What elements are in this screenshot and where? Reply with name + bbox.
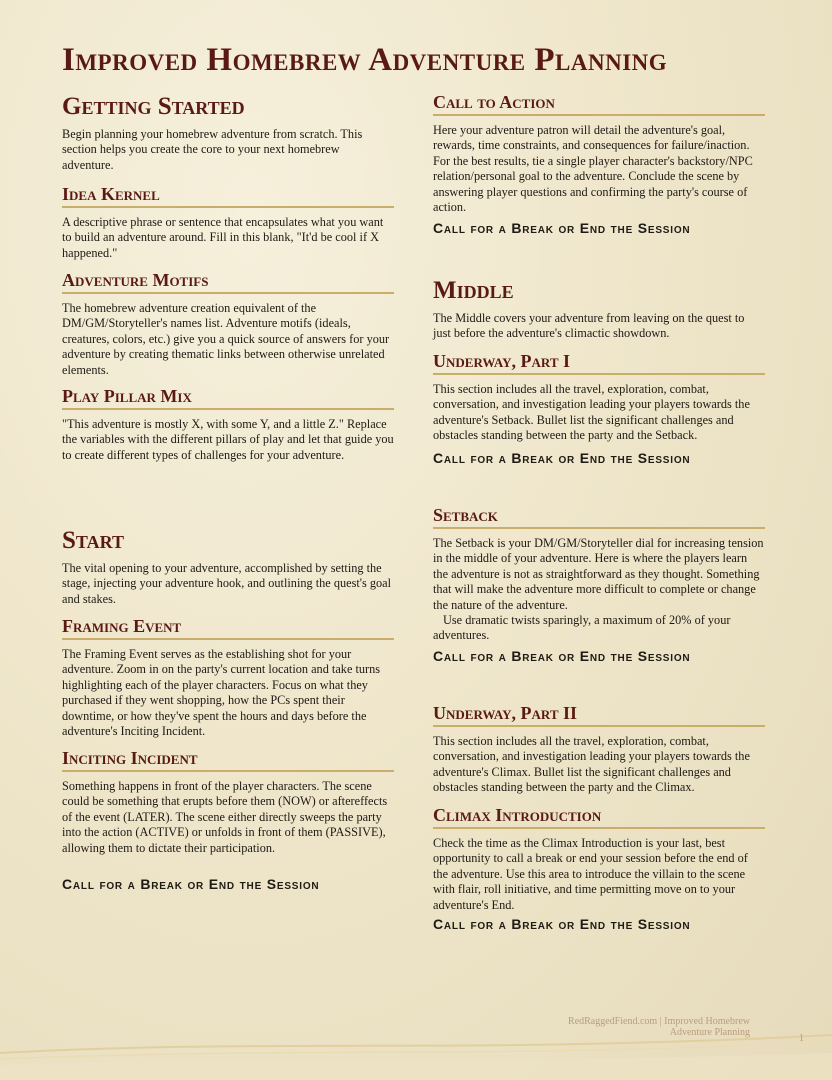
section-idea-kernel bbox=[62, 184, 394, 261]
call-for-break-3: Call for a Break or End the Session bbox=[433, 450, 691, 466]
footer-line-2: Adventure Planning bbox=[669, 1027, 750, 1038]
body-idea-kernel: A descriptive phrase or sentence that encapsulates what you want to build an adventure around. Fill in this blank, "It'd be cool if X happened." bbox=[62, 215, 384, 260]
body-getting-started: Begin planning your homebrew adventure from scratch. This section helps you create the core to your next homebrew adventure. bbox=[62, 127, 363, 172]
document-title: Improved Homebrew Adventure Planning bbox=[62, 42, 668, 78]
heading-adventure-motifs: Adventure Motifs bbox=[62, 270, 394, 294]
heading-idea-kernel: Idea Kernel bbox=[62, 184, 394, 208]
body-middle: The Middle covers your adventure from leaving on the quest to just before the adventure's climactic showdown. bbox=[433, 311, 745, 341]
body-underway-1: This section includes all the travel, exploration, combat, conversation, and investigation leading your players towards the adventure's Setback. Bullet list the significant challenges and obstacles standing between the party and the Setback. bbox=[433, 382, 750, 443]
section-underway-1 bbox=[433, 351, 765, 444]
call-for-break-5: Call for a Break or End the Session bbox=[433, 916, 691, 932]
call-for-break-4: Call for a Break or End the Session bbox=[433, 648, 691, 664]
section-getting-started bbox=[62, 92, 394, 173]
section-inciting-incident bbox=[62, 748, 394, 856]
section-middle bbox=[433, 276, 765, 342]
body-adventure-motifs: The homebrew adventure creation equivalent of the DM/GM/Storyteller's names list. Adventure motifs (ideals, creatures, colors, etc.) give you a quick source of answers for your adventure by creating thematic links between otherwise unrelated elements. bbox=[62, 301, 390, 377]
heading-inciting-incident: Inciting Incident bbox=[62, 748, 394, 772]
body-inciting-incident: Something happens in front of the player characters. The scene could be something that erupts before them (NOW) or aftereffects of the event (LATER). The scene either directly sweeps the party into the action (ACTIVE) or unfolds in front of them (PASSIVE), allowing them to dictate their participation. bbox=[62, 779, 388, 855]
call-for-break-1: Call for a Break or End the Session bbox=[62, 876, 320, 892]
heading-start: Start bbox=[62, 527, 124, 554]
heading-setback: Setback bbox=[433, 505, 765, 529]
heading-call-to-action: Call to Action bbox=[433, 92, 765, 116]
body-setback-2: Use dramatic twists sparingly, a maximum of 20% of your adventures. bbox=[433, 613, 731, 643]
section-play-pillar-mix bbox=[62, 386, 394, 463]
heading-framing-event: Framing Event bbox=[62, 616, 394, 640]
heading-climax-introduction: Climax Introduction bbox=[433, 805, 765, 829]
section-framing-event bbox=[62, 616, 394, 739]
body-start: The vital opening to your adventure, accomplished by setting the stage, injecting your adventure hook, and outlining the quest's goal and stakes. bbox=[62, 561, 392, 606]
section-setback bbox=[433, 505, 765, 644]
heading-play-pillar-mix: Play Pillar Mix bbox=[62, 386, 394, 410]
heading-middle: Middle bbox=[433, 277, 514, 304]
footer-text bbox=[520, 1016, 750, 1038]
footer-line-1: RedRaggedFiend.com | Improved Homebrew bbox=[568, 1016, 750, 1027]
section-underway-2 bbox=[433, 703, 765, 796]
body-framing-event: The Framing Event serves as the establishing shot for your adventure. Zoom in on the party's current location and take turns highlighting each of the player characters. Focus on what they purchased if they went shopping, how the PCs spent their downtime, or how they've spent the hours and days before the adventure's Inciting Incident. bbox=[62, 647, 381, 739]
section-start bbox=[62, 526, 394, 607]
section-adventure-motifs bbox=[62, 270, 394, 378]
body-underway-2: This section includes all the travel, exploration, combat, conversation, and investigation leading your players towards the adventure's Climax. Bullet list the significant challenges and obstacles standing between the party and the Climax. bbox=[433, 734, 750, 795]
section-call-to-action bbox=[433, 92, 765, 215]
heading-getting-started: Getting Started bbox=[62, 93, 245, 120]
heading-underway-1: Underway, Part I bbox=[433, 351, 765, 375]
body-play-pillar-mix: "This adventure is mostly X, with some Y, and a little Z." Replace the variables with the different pillars of play and let that guide you to create different types of challenges for your adventure. bbox=[62, 417, 394, 462]
body-setback: The Setback is your DM/GM/Storyteller dial for increasing tension in the middle of your adventure. Here is where the players learn the adventure is not as straightforward as they thought. Something that will make the adventure more difficult to complete or change the nature of the adventure. bbox=[433, 536, 764, 612]
heading-underway-2: Underway, Part II bbox=[433, 703, 765, 727]
call-for-break-2: Call for a Break or End the Session bbox=[433, 220, 691, 236]
body-climax-introduction: Check the time as the Climax Introduction is your last, best opportunity to call a break or end your session before the end of the adventure. Use this area to introduce the villain to the scene with flair, roll initiative, and time permitting move on to your adventure's End. bbox=[433, 836, 748, 912]
section-climax-introduction bbox=[433, 805, 765, 913]
page-number: 1 bbox=[799, 1033, 804, 1044]
body-call-to-action: Here your adventure patron will detail the adventure's goal, rewards, time constraints, and consequences for failure/inaction. For the best results, tie a single player character's backstory/NPC relation/personal goal to the adventure. Conclude the scene by answering player questions and confirming the party's course of action. bbox=[433, 123, 753, 215]
